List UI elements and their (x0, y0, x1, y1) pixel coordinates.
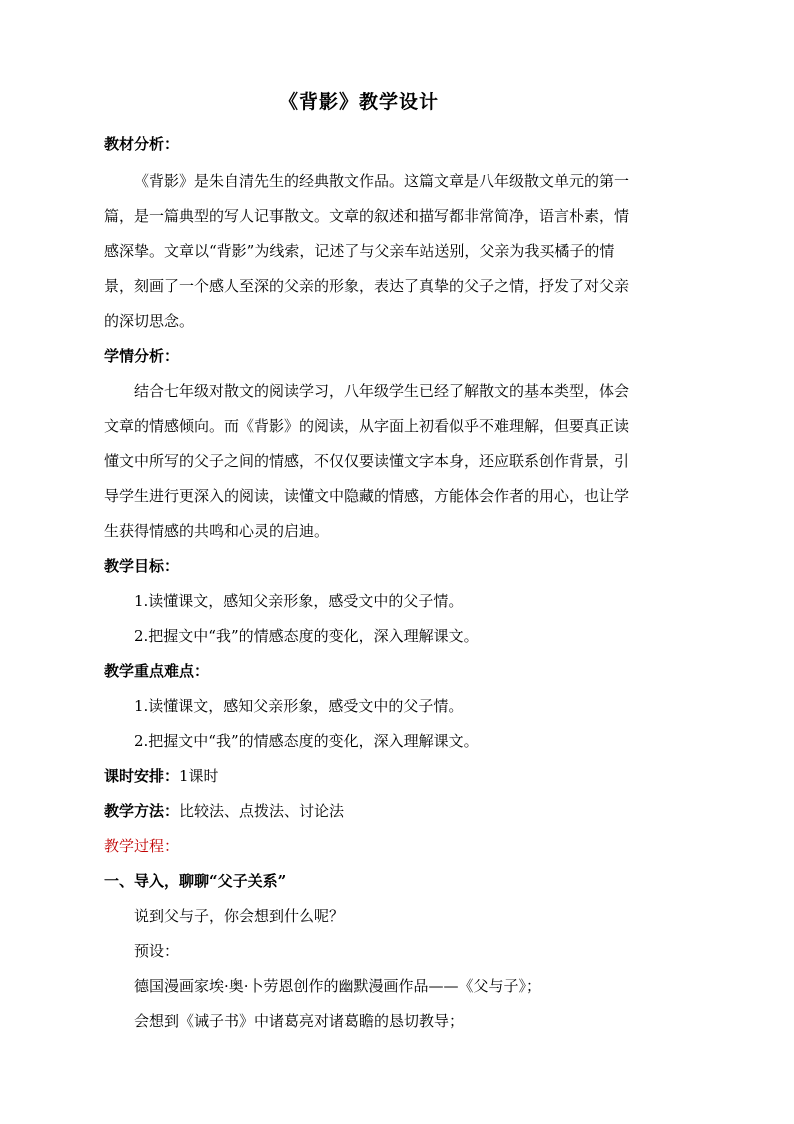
list-item: 2.把握文中“我”的情感态度的变化，深入理解课文。 (134, 627, 479, 645)
section-heading-key-difficulties: 教学重点难点： (104, 662, 210, 680)
paragraph-line: 生获得情感的共鸣和心灵的启迪。 (104, 522, 330, 540)
schedule-line (104, 765, 694, 787)
paragraph-line: 导学生进行更深入的阅读，读懂文中隐藏的情感，方能体会作者的用心，也让学 (104, 487, 630, 505)
section-heading-learner-analysis: 学情分析： (104, 347, 180, 365)
paragraph-line: 的深切思念。 (104, 312, 195, 330)
paragraph-line: 懂文中所写的父子之间的情感，不仅仅要读懂文字本身，还应联系创作背景，引 (104, 452, 630, 470)
part-heading-introduction: 一、导入，聊聊“父子关系” (104, 872, 287, 890)
paragraph-line: 感深挚。文章以“背影”为线索，记述了与父亲车站送别，父亲为我买橘子的情 (104, 242, 615, 260)
section-heading-teaching-process: 教学过程： (104, 837, 180, 855)
method-line (104, 800, 694, 822)
list-item: 2.把握文中“我”的情感态度的变化，深入理解课文。 (134, 732, 479, 750)
paragraph-line: 文章的情感倾向。而《背影》的阅读，从字面上初看似乎不难理解，但要真正读 (104, 417, 630, 435)
paragraph-line: 德国漫画家埃·奥·卜劳恩创作的幽默漫画作品——《父与子》； (134, 977, 542, 995)
schedule-label: 课时安排： (104, 767, 180, 785)
paragraph-line: 结合七年级对散文的阅读学习，八年级学生已经了解散文的基本类型，体会 (134, 382, 630, 400)
paragraph-line: 《背影》是朱自清先生的经典散文作品。这篇文章是八年级散文单元的第一 (134, 172, 630, 190)
paragraph-line: 说到父与子，你会想到什么呢？ (134, 907, 345, 925)
method-value: 比较法、点拨法、讨论法 (179, 802, 345, 820)
paragraph-line: 景，刻画了一个感人至深的父亲的形象，表达了真挚的父子之情，抒发了对父亲 (104, 277, 630, 295)
paragraph-line: 预设： (134, 942, 180, 960)
list-item: 1.读懂课文，感知父亲形象，感受文中的父子情。 (134, 592, 464, 610)
document-title: 《背影》教学设计 (278, 91, 439, 113)
section-heading-teaching-goals: 教学目标： (104, 557, 180, 575)
schedule-value: 1课时 (179, 767, 219, 785)
paragraph-line: 篇，是一篇典型的写人记事散文。文章的叙述和描写都非常简净，语言朴素，情 (104, 207, 630, 225)
section-heading-textbook-analysis: 教材分析： (104, 135, 180, 153)
list-item: 1.读懂课文，感知父亲形象，感受文中的父子情。 (134, 697, 464, 715)
paragraph-line: 会想到《诫子书》中诸葛亮对诸葛瞻的恳切教导； (134, 1012, 465, 1030)
method-label: 教学方法： (104, 802, 180, 820)
